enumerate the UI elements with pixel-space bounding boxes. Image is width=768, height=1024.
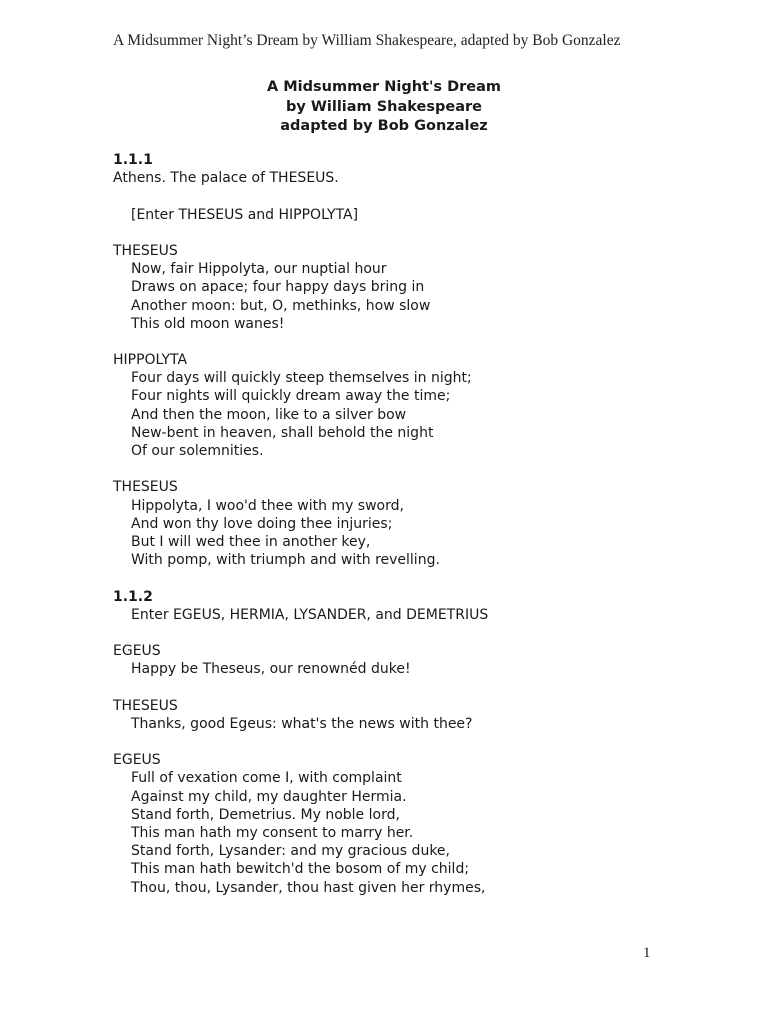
- speech-line: This man hath bewitch'd the bosom of my child;: [131, 861, 470, 878]
- document-title: A Midsummer Night's Dream: [266, 79, 502, 95]
- speech-line: Of our solemnities.: [131, 443, 264, 459]
- speech-line: Stand forth, Demetrius. My noble lord,: [131, 806, 400, 823]
- speech-line: New-bent in heaven, shall behold the night: [131, 424, 434, 441]
- speech-line: With pomp, with triumph and with revelling.: [131, 552, 440, 569]
- speaker-name: THESEUS: [113, 697, 178, 714]
- speech-line: Full of vexation come I, with complaint: [131, 770, 402, 787]
- title-block: [0, 78, 768, 137]
- scene-number: 1.1.1: [113, 152, 153, 168]
- stage-direction: [Enter THESEUS and HIPPOLYTA]: [131, 206, 359, 223]
- speech-line: This old moon wanes!: [131, 315, 285, 332]
- script-body: [113, 151, 673, 897]
- speech-line: Happy be Theseus, our renownéd duke!: [131, 661, 411, 678]
- speech-line: Hippolyta, I woo'd thee with my sword,: [131, 497, 404, 514]
- speech-line: Against my child, my daughter Hermia.: [131, 788, 407, 805]
- stage-direction: Enter EGEUS, HERMIA, LYSANDER, and DEMETRIUS: [131, 606, 489, 623]
- speech-line: But I will wed thee in another key,: [131, 533, 371, 550]
- speaker-name: THESEUS: [113, 479, 178, 496]
- speech-line: Another moon: but, O, methinks, how slow: [131, 297, 431, 314]
- speaker-name: EGEUS: [113, 752, 161, 769]
- scene-number: 1.1.2: [113, 588, 153, 605]
- speech-line: Thou, thou, Lysander, thou hast given her rhymes,: [131, 879, 486, 896]
- speech-line: Thanks, good Egeus: what's the news with thee?: [131, 715, 473, 732]
- page-number: 1: [643, 945, 651, 961]
- author-line: by William Shakespeare: [286, 98, 482, 115]
- speech-line: Four nights will quickly dream away the time;: [131, 388, 451, 405]
- speech-line: Four days will quickly steep themselves in night;: [131, 370, 472, 387]
- speech-line: And then the moon, like to a silver bow: [131, 406, 407, 423]
- running-header: A Midsummer Night’s Dream by William Shakespeare, adapted by Bob Gonzalez: [113, 32, 621, 49]
- speech-line: And won thy love doing thee injuries;: [131, 515, 393, 532]
- speech-line: This man hath my consent to marry her.: [131, 824, 414, 841]
- speaker-name: THESEUS: [113, 242, 178, 259]
- speech-line: Stand forth, Lysander: and my gracious duke,: [131, 843, 450, 860]
- speaker-name: HIPPOLYTA: [113, 352, 188, 369]
- speech-line: Now, fair Hippolyta, our nuptial hour: [131, 261, 387, 278]
- speech-line: Draws on apace; four happy days bring in: [131, 279, 425, 296]
- adapter-line: adapted by Bob Gonzalez: [280, 118, 488, 134]
- scene-setting: Athens. The palace of THESEUS.: [113, 170, 339, 187]
- speaker-name: EGEUS: [113, 643, 161, 660]
